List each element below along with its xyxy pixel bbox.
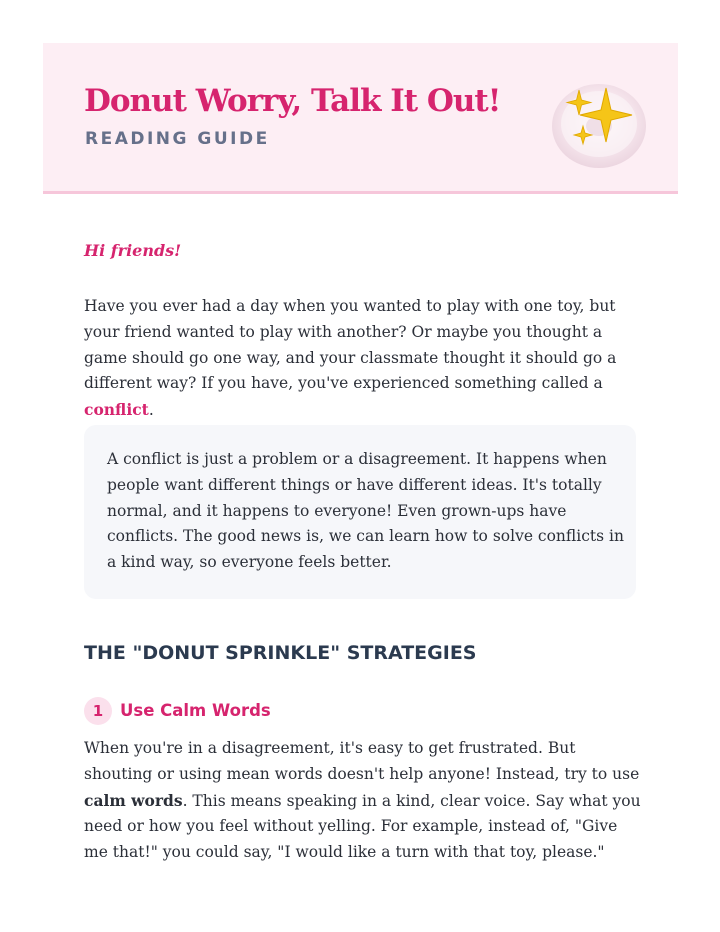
- step-paragraph: [84, 736, 644, 866]
- step-number-badge: 1: [84, 697, 112, 725]
- callout-text: A conflict is just a problem or a disagreement. It happens when people want different things or have different ideas. It's totally normal, and it happens to everyone! Even grown-ups have conflicts. The good news is, we can learn how to solve conflicts in a kind way, so everyone feels better.: [107, 450, 624, 572]
- greeting: Hi friends!: [84, 241, 182, 260]
- intro-paragraph: [84, 294, 644, 424]
- section-heading: THE "DONUT SPRINKLE" STRATEGIES: [84, 642, 477, 664]
- step-bold-text: calm words: [84, 790, 183, 810]
- intro-text-end: .: [148, 401, 154, 420]
- intro-text: Have you ever had a day when you wanted to play with one toy, but your friend wanted to play with another? Or maybe you thought a game should go one way, and your classmate thought it should go a different way? If you have, you've experienced something called a: [84, 297, 617, 393]
- sparkle-donut-icon: [550, 76, 648, 170]
- page-subtitle: READING GUIDE: [85, 129, 270, 149]
- step-title: Use Calm Words: [120, 701, 271, 720]
- page-header: [43, 43, 678, 194]
- definition-callout: [84, 425, 636, 599]
- step-text-end: . This means speaking in a kind, clear voice. Say what you need or how you feel without yelling. For example, instead of, "Give me that!" you could say, "I would like a turn with that toy, please.": [84, 791, 641, 862]
- conflict-highlight: conflict: [84, 400, 149, 420]
- step-text: When you're in a disagreement, it's easy to get frustrated. But shouting or using mean words doesn't help anyone! Instead, try to use: [84, 739, 640, 783]
- page-title: Donut Worry, Talk It Out!: [84, 83, 501, 119]
